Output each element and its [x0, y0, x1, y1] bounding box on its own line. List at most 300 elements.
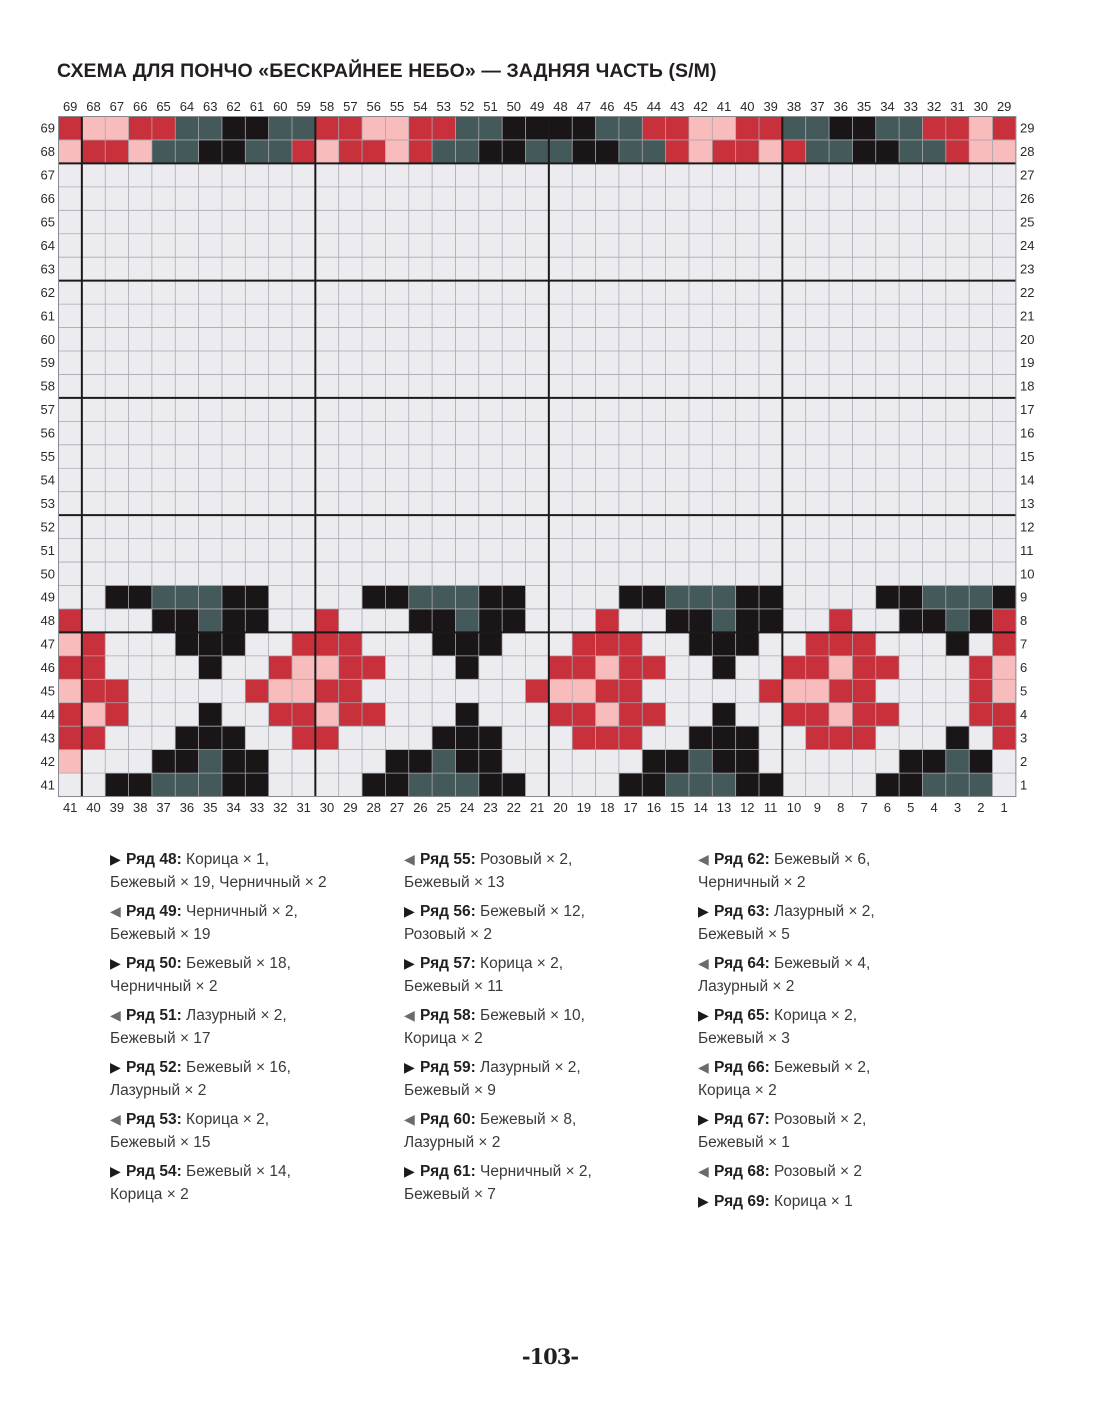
chart-cell [152, 562, 175, 585]
chart-cell [619, 257, 642, 280]
row-label-right: 12 [1020, 519, 1035, 535]
chart-cell [175, 773, 198, 796]
chart-cell [876, 163, 899, 186]
chart-cell [432, 257, 455, 280]
row-colors: Розовый × 2 [404, 925, 492, 943]
chart-cell [129, 257, 152, 280]
chart-cell [759, 539, 782, 562]
chart-cell [292, 117, 315, 140]
chart-cell [432, 445, 455, 468]
chart-cell [969, 609, 992, 632]
chart-cell [82, 539, 105, 562]
chart-cell [59, 117, 82, 140]
row-label-right: 21 [1020, 308, 1035, 324]
column-label-bottom: 10 [786, 800, 802, 815]
column-label-bottom: 21 [529, 800, 545, 815]
chart-cell [152, 281, 175, 304]
chart-cell [432, 421, 455, 444]
chart-cell [549, 679, 572, 702]
chart-cell [269, 163, 292, 186]
chart-cell [526, 374, 549, 397]
row-label-right: 17 [1020, 402, 1035, 418]
column-label-top: 37 [810, 99, 825, 114]
chart-cell [759, 281, 782, 304]
chart-cell [245, 421, 268, 444]
chart-cell [339, 163, 362, 186]
chart-cell [549, 163, 572, 186]
chart-cell [59, 374, 82, 397]
chart-cell [409, 492, 432, 515]
chart-cell [619, 163, 642, 186]
chart-cell [245, 304, 268, 327]
page-title: СХЕМА ДЛЯ ПОНЧО «БЕСКРАЙНЕЕ НЕБО» — ЗАДНЯЯ ЧАСТЬ (S/M) [57, 60, 717, 82]
chart-cell [922, 539, 945, 562]
chart-cell [269, 234, 292, 257]
chart-cell [526, 468, 549, 491]
chart-cell [993, 562, 1016, 585]
row-label-right: 29 [1020, 120, 1035, 136]
column-label-bottom: 25 [436, 800, 452, 815]
chart-cell [852, 468, 875, 491]
chart-cell [782, 726, 805, 749]
chart-cell [642, 656, 665, 679]
chart-cell [596, 398, 619, 421]
chart-cell [619, 539, 642, 562]
chart-cell [969, 656, 992, 679]
chart-cell [619, 468, 642, 491]
chart-cell [619, 632, 642, 655]
chart-cell [782, 562, 805, 585]
chart-cell [806, 328, 829, 351]
column-label-bottom: 1 [1000, 800, 1008, 815]
chart-cell [455, 257, 478, 280]
chart-cell [409, 539, 432, 562]
chart-cell [993, 679, 1016, 702]
chart-cell [245, 632, 268, 655]
chart-cell [269, 773, 292, 796]
row-instruction [698, 848, 988, 894]
column-label-top: 44 [646, 99, 662, 114]
column-label-bottom: 28 [366, 800, 381, 815]
chart-cell [175, 421, 198, 444]
chart-cell [502, 351, 525, 374]
chart-cell [782, 421, 805, 444]
chart-cell [806, 398, 829, 421]
chart-cell [502, 117, 525, 140]
chart-cell [712, 163, 735, 186]
chart-cell [362, 492, 385, 515]
chart-cell [922, 679, 945, 702]
column-label-top: 45 [623, 99, 638, 114]
chart-cell [315, 281, 338, 304]
column-label-top: 47 [576, 99, 592, 114]
row-colors: Бежевый × 10, [475, 1007, 585, 1024]
chart-cell [666, 398, 689, 421]
chart-cell [572, 210, 595, 233]
chart-cell [502, 632, 525, 655]
chart-cell [479, 445, 502, 468]
chart-cell [82, 773, 105, 796]
chart-cell [666, 515, 689, 538]
chart-cell [199, 398, 222, 421]
chart-cell [222, 421, 245, 444]
chart-cell [199, 539, 222, 562]
row-label-right: 26 [1020, 191, 1035, 207]
chart-cell [759, 351, 782, 374]
chart-cell [689, 703, 712, 726]
chart-cell [619, 703, 642, 726]
chart-cell [549, 539, 572, 562]
row-label-right: 22 [1020, 284, 1035, 300]
chart-cell [549, 140, 572, 163]
chart-cell [759, 632, 782, 655]
chart-cell [129, 140, 152, 163]
chart-cell [852, 281, 875, 304]
chart-cell [689, 679, 712, 702]
chart-cell [736, 773, 759, 796]
chart-cell [619, 374, 642, 397]
chart-cell [899, 726, 922, 749]
chart-cell [689, 328, 712, 351]
row-colors: Лазурный × 2 [404, 1133, 501, 1151]
chart-cell [222, 328, 245, 351]
chart-cell [105, 328, 128, 351]
chart-cell [736, 679, 759, 702]
chart-cell [409, 234, 432, 257]
column-label-top: 60 [273, 99, 288, 114]
chart-cell [315, 632, 338, 655]
chart-cell [129, 726, 152, 749]
column-label-bottom: 4 [930, 800, 938, 815]
chart-cell [689, 140, 712, 163]
chart-cell [82, 445, 105, 468]
chart-cell [899, 398, 922, 421]
chart-cell [362, 187, 385, 210]
chart-cell [782, 609, 805, 632]
chart-cell [852, 117, 875, 140]
chart-cell [666, 445, 689, 468]
chart-cell [362, 726, 385, 749]
chart-cell [596, 210, 619, 233]
chart-cell [105, 234, 128, 257]
chart-cell [759, 445, 782, 468]
chart-cell [619, 187, 642, 210]
chart-cell [596, 539, 619, 562]
chart-cell [129, 539, 152, 562]
chart-cell [455, 163, 478, 186]
chart-cell [946, 679, 969, 702]
chart-cell [806, 163, 829, 186]
chart-cell [946, 210, 969, 233]
chart-cell [292, 750, 315, 773]
chart-cell [782, 257, 805, 280]
chart-cell [876, 187, 899, 210]
chart-cell [736, 539, 759, 562]
chart-cell [152, 703, 175, 726]
chart-cell [409, 187, 432, 210]
chart-cell [899, 703, 922, 726]
chart-cell [199, 140, 222, 163]
row-instruction [698, 1160, 988, 1184]
row-label-right: 18 [1020, 378, 1035, 394]
chart-cell [596, 234, 619, 257]
column-label-bottom: 36 [179, 800, 195, 815]
chart-cell [315, 351, 338, 374]
row-label-left: 59 [40, 355, 55, 371]
chart-cell [782, 656, 805, 679]
chart-cell [876, 492, 899, 515]
chart-cell [432, 750, 455, 773]
chart-cell [642, 468, 665, 491]
chart-cell [59, 562, 82, 585]
chart-cell [315, 539, 338, 562]
chart-cell [899, 656, 922, 679]
chart-cell [432, 234, 455, 257]
column-label-top: 38 [786, 99, 802, 114]
chart-cell [59, 281, 82, 304]
chart-cell [362, 257, 385, 280]
chart-cell [549, 328, 572, 351]
chart-cell [129, 234, 152, 257]
column-label-bottom: 8 [837, 800, 845, 815]
chart-cell [292, 632, 315, 655]
chart-cell [59, 257, 82, 280]
chart-cell [199, 234, 222, 257]
chart-cell [806, 304, 829, 327]
chart-cell [782, 117, 805, 140]
chart-cell [455, 398, 478, 421]
chart-cell [876, 374, 899, 397]
chart-cell [666, 210, 689, 233]
chart-cell [829, 539, 852, 562]
chart-cell [479, 210, 502, 233]
chart-cell [315, 656, 338, 679]
chart-cell [409, 163, 432, 186]
chart-cell [315, 703, 338, 726]
chart-cell [409, 140, 432, 163]
chart-cell [362, 632, 385, 655]
row-colors: Лазурный × 2 [110, 1081, 207, 1099]
chart-cell [245, 562, 268, 585]
chart-cell [199, 187, 222, 210]
chart-cell [969, 445, 992, 468]
chart-cell [946, 163, 969, 186]
chart-cell [339, 632, 362, 655]
chart-cell [829, 562, 852, 585]
chart-cell [852, 374, 875, 397]
column-label-bottom: 15 [670, 800, 685, 815]
chart-cell [479, 586, 502, 609]
chart-cell [292, 679, 315, 702]
chart-cell [782, 586, 805, 609]
chart-cell [315, 117, 338, 140]
chart-cell [759, 257, 782, 280]
chart-cell [736, 117, 759, 140]
chart-cell [152, 398, 175, 421]
chart-cell [199, 421, 222, 444]
chart-cell [736, 703, 759, 726]
chart-cell [409, 281, 432, 304]
chart-cell [129, 117, 152, 140]
chart-cell [806, 773, 829, 796]
column-label-top: 49 [529, 99, 545, 114]
chart-cell [596, 117, 619, 140]
chart-cell [315, 140, 338, 163]
chart-cell [526, 328, 549, 351]
chart-cell [946, 445, 969, 468]
chart-cell [712, 374, 735, 397]
chart-cell [899, 140, 922, 163]
chart-cell [129, 187, 152, 210]
instructions-column-1 [110, 848, 400, 1212]
chart-cell [642, 679, 665, 702]
chart-cell [339, 468, 362, 491]
chart-cell [993, 281, 1016, 304]
row-colors: Лазурный × 2, [769, 903, 875, 920]
chart-cell [689, 234, 712, 257]
chart-cell [339, 656, 362, 679]
chart-cell [969, 304, 992, 327]
chart-cell [502, 679, 525, 702]
chart-cell [736, 328, 759, 351]
chart-cell [59, 515, 82, 538]
chart-cell [432, 515, 455, 538]
chart-cell [666, 163, 689, 186]
chart-cell [432, 468, 455, 491]
chart-cell [105, 281, 128, 304]
chart-cell [479, 163, 502, 186]
chart-cell [619, 234, 642, 257]
chart-cell [969, 632, 992, 655]
chart-cell [946, 515, 969, 538]
chart-cell [502, 515, 525, 538]
row-instruction [698, 1190, 988, 1214]
chart-cell [829, 328, 852, 351]
chart-cell [479, 398, 502, 421]
chart-cell [269, 328, 292, 351]
chart-cell [59, 750, 82, 773]
column-label-top: 62 [226, 99, 241, 114]
row-colors: Бежевый × 19, Черничный × 2 [110, 873, 327, 891]
chart-cell [946, 328, 969, 351]
chart-cell [596, 562, 619, 585]
row-label: Ряд 67: [714, 1111, 770, 1128]
chart-cell [829, 445, 852, 468]
chart-cell [222, 140, 245, 163]
chart-cell [736, 234, 759, 257]
chart-cell [269, 468, 292, 491]
chart-cell [175, 539, 198, 562]
chart-cell [946, 656, 969, 679]
chart-cell [245, 539, 268, 562]
chart-cell [292, 351, 315, 374]
chart-cell [993, 609, 1016, 632]
chart-cell [526, 586, 549, 609]
chart-cell [502, 445, 525, 468]
chart-cell [152, 656, 175, 679]
chart-cell [759, 726, 782, 749]
chart-cell [549, 750, 572, 773]
chart-cell [993, 468, 1016, 491]
chart-cell [642, 539, 665, 562]
column-label-bottom: 29 [343, 800, 358, 815]
chart-cell [59, 539, 82, 562]
chart-cell [899, 328, 922, 351]
row-colors: Бежевый × 2, [769, 1059, 871, 1076]
row-colors: Бежевый × 16, [181, 1059, 291, 1076]
chart-cell [82, 234, 105, 257]
chart-cell [385, 539, 408, 562]
row-label-left: 51 [40, 542, 55, 558]
row-label: Ряд 57: [420, 955, 476, 972]
chart-cell [152, 492, 175, 515]
chart-cell [292, 468, 315, 491]
chart-cell [922, 398, 945, 421]
column-label-top: 63 [203, 99, 218, 114]
chart-cell [339, 562, 362, 585]
chart-cell [455, 632, 478, 655]
chart-cell [993, 750, 1016, 773]
chart-cell [549, 421, 572, 444]
chart-cell [315, 586, 338, 609]
chart-cell [852, 773, 875, 796]
chart-cell [245, 515, 268, 538]
chart-cell [105, 374, 128, 397]
chart-cell [759, 328, 782, 351]
column-label-top: 41 [716, 99, 732, 114]
chart-cell [222, 609, 245, 632]
row-label-right: 25 [1020, 214, 1035, 230]
chart-cell [619, 117, 642, 140]
chart-cell [596, 304, 619, 327]
chart-cell [666, 117, 689, 140]
chart-cell [199, 562, 222, 585]
chart-cell [969, 281, 992, 304]
chart-cell [806, 492, 829, 515]
row-label: Ряд 64: [714, 955, 770, 972]
chart-cell [82, 515, 105, 538]
chart-cell [269, 586, 292, 609]
chart-cell [479, 750, 502, 773]
chart-cell [432, 117, 455, 140]
chart-cell [969, 586, 992, 609]
chart-cell [806, 562, 829, 585]
chart-cell [852, 632, 875, 655]
chart-cell [479, 117, 502, 140]
chart-cell [502, 726, 525, 749]
row-label: Ряд 56: [420, 903, 476, 920]
chart-cell [899, 234, 922, 257]
chart-cell [829, 632, 852, 655]
chart-cell [292, 281, 315, 304]
row-colors: Бежевый × 7 [404, 1185, 496, 1203]
chart-cell [806, 281, 829, 304]
row-label-right: 15 [1020, 449, 1035, 465]
chart-cell [199, 117, 222, 140]
row-label: Ряд 48: [126, 851, 182, 868]
chart-cell [152, 140, 175, 163]
chart-cell [129, 304, 152, 327]
chart-cell [736, 140, 759, 163]
row-label: Ряд 58: [420, 1007, 476, 1024]
chart-cell [969, 750, 992, 773]
chart-cell [852, 328, 875, 351]
chart-cell [736, 656, 759, 679]
chart-cell [175, 656, 198, 679]
column-label-top: 55 [389, 99, 405, 114]
chart-cell [455, 421, 478, 444]
chart-cell [432, 304, 455, 327]
